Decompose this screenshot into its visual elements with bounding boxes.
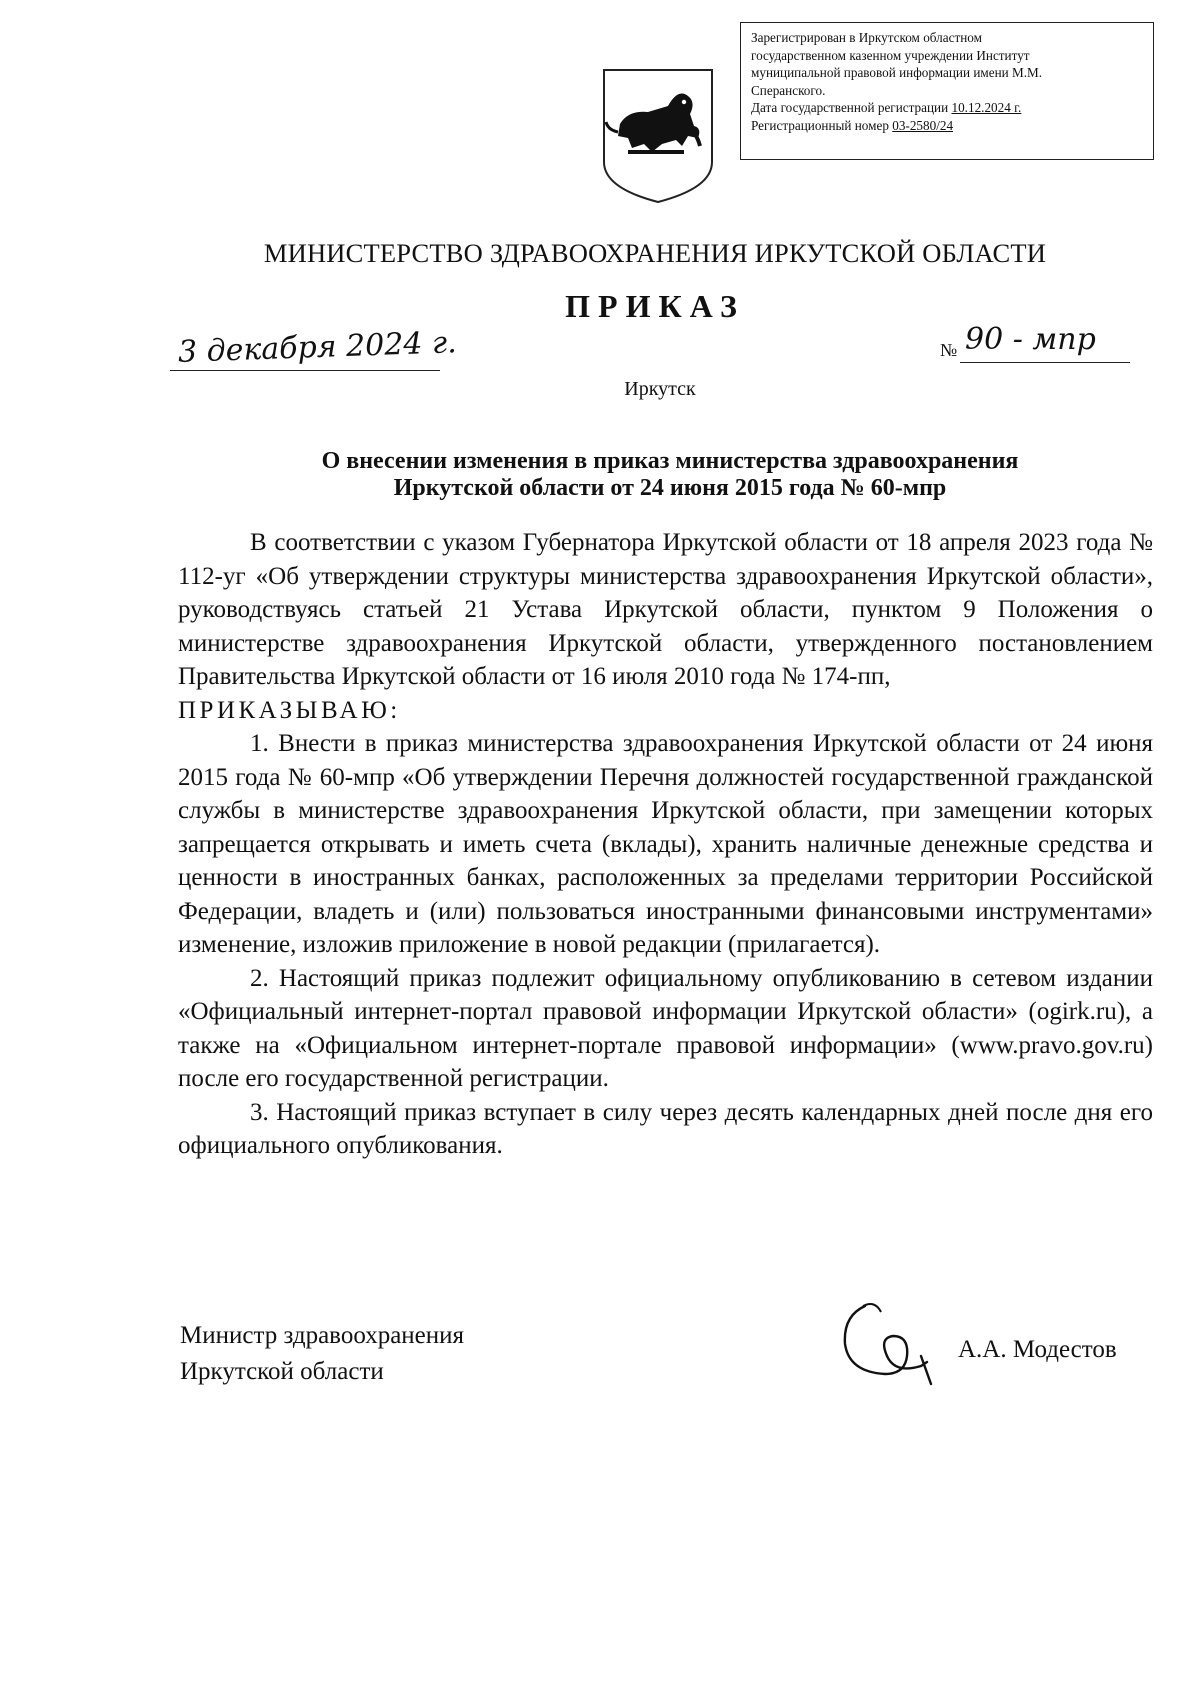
order-item-1: 1. Внести в приказ министерства здравоохранения Иркутской области от 24 июня 2015 года № 60-мпр «Об утверждении Перечня должностей государственной гражданской службы в министерстве здравоохранения Иркутской области, при замещении которых запрещается открывать и иметь счета (вклады), хранить наличные денежные средства и ценности в иностранных банках, расположенных за пределами территории Российской Федерации, владеть и (или) пользоваться иностранными финансовыми инструментами» изменение, изложив приложение в новой редакции (прилагается). xyxy=(178,730,1153,958)
signatory-name: А.А. Модестов xyxy=(958,1336,1117,1363)
document-title-line-2: Иркутской области от 24 июня 2015 года № 60-мпр xyxy=(393,475,947,501)
signatory-position-line-1: Министр здравоохранения xyxy=(180,1322,465,1349)
signatory-position-line-2: Иркутской области xyxy=(180,1358,384,1385)
registration-line-2: государственном казенном учреждении Институт xyxy=(751,47,1030,63)
registration-line-4: Сперанского. xyxy=(751,82,826,98)
registration-line-1: Зарегистрирован в Иркутском областном xyxy=(751,30,982,45)
registration-date-label: Дата государственной регистрации xyxy=(751,100,952,115)
handwritten-order-number: 90 - мпр xyxy=(965,322,1096,357)
registration-number-value: 03-2580/24 xyxy=(892,117,954,133)
irkutsk-coat-of-arms-icon xyxy=(598,66,718,206)
date-underline xyxy=(170,370,440,371)
registration-date-value: 10.12.2024 г. xyxy=(951,100,1022,115)
registration-date-row xyxy=(751,99,1143,117)
ministry-heading: МИНИСТЕРСТВО ЗДРАВООХРАНЕНИЯ ИРКУТСКОЙ ОБЛАСТИ xyxy=(263,238,1047,268)
handwritten-signature xyxy=(835,1296,955,1386)
order-item-2: 2. Настоящий приказ подлежит официальному опубликованию в сетевом издании «Официальный интернет-портал правовой информации Иркутской области» (ogirk.ru), а также на «Официальном интернет-портале правовой информации» (www.pravo.gov.ru) после его государственной регистрации. xyxy=(178,964,1153,1092)
registration-number-row xyxy=(751,117,1143,135)
city-label: Иркутск xyxy=(624,378,696,400)
registration-number-label: Регистрационный номер xyxy=(751,117,893,133)
document-title-line-1: О внесении изменения в приказ министерства здравоохранения xyxy=(321,448,1019,474)
handwritten-date: 3 декабря 2024 г. xyxy=(177,325,458,370)
registration-stamp xyxy=(740,22,1154,160)
document-title xyxy=(230,448,1110,502)
signatory-position xyxy=(180,1318,464,1390)
preamble-paragraph: В соответствии с указом Губернатора Иркутской области от 18 апреля 2023 года № 112-уг «Об утверждении структуры министерства здравоохранения Иркутской области», руководствуясь статьей 21 Устава Иркутской области, пунктом 9 Положения о министерстве здравоохранения Иркутской области, утвержденного постановлением Правительства Иркутской области от 16 июля 2010 года № 174-пп, xyxy=(178,529,1153,690)
order-item-3: 3. Настоящий приказ вступает в силу через десять календарных дней после дня его официального опубликования. xyxy=(178,1098,1153,1159)
document-type-heading: ПРИКАЗ xyxy=(565,288,745,324)
registration-line-3: муниципальной правовой информации имени М.М. xyxy=(751,65,1043,80)
order-number-label: № xyxy=(940,340,958,360)
number-underline xyxy=(960,362,1130,363)
order-word: ПРИКАЗЫВАЮ: xyxy=(178,696,401,724)
document-body xyxy=(178,526,1153,1163)
